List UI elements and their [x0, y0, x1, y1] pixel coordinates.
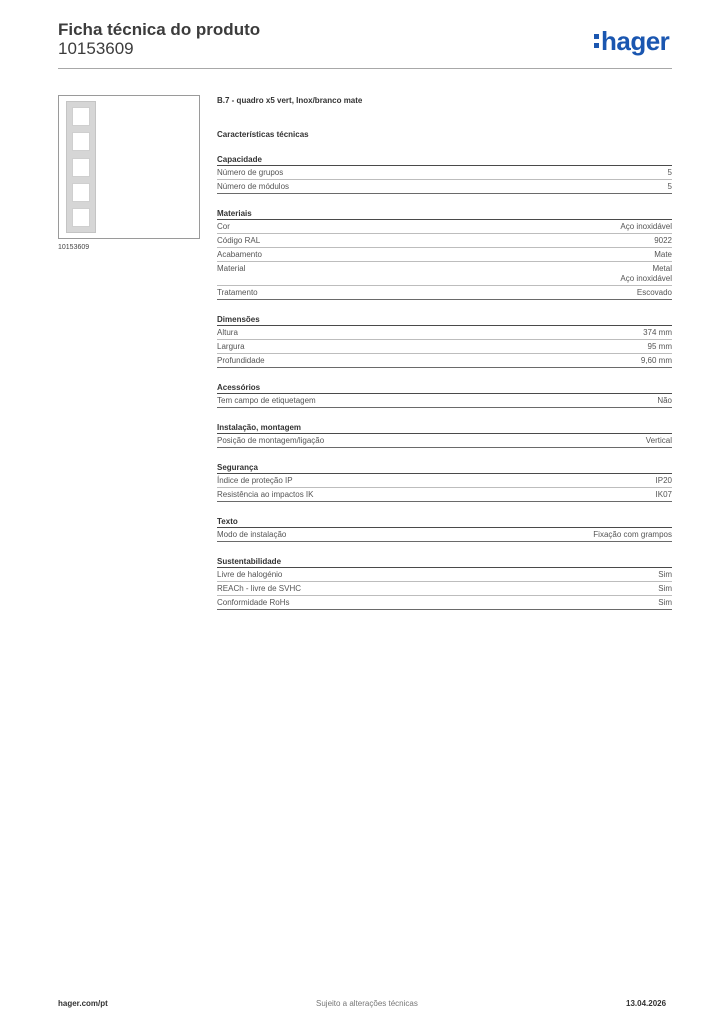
spec-section — [217, 463, 672, 502]
spec-value-line: Fixação com grampos — [593, 530, 672, 539]
spec-value-line: Vertical — [645, 436, 672, 445]
section-title: Materiais — [217, 209, 672, 220]
spec-row — [217, 474, 672, 487]
spec-label: Conformidade RoHs — [217, 598, 290, 607]
spec-row — [217, 326, 672, 339]
spec-value — [656, 476, 672, 486]
spec-value — [593, 530, 672, 540]
spec-rows — [217, 394, 672, 408]
spec-row — [217, 394, 672, 407]
spec-row — [217, 528, 672, 541]
spec-sections — [217, 155, 672, 610]
spec-section — [217, 423, 672, 448]
spec-value — [657, 396, 672, 406]
spec-label: Profundidade — [217, 356, 265, 365]
spec-row — [217, 285, 672, 299]
spec-rows — [217, 166, 672, 194]
spec-section — [217, 557, 672, 610]
spec-label: Acabamento — [217, 250, 262, 259]
spec-label: Largura — [217, 342, 245, 351]
footer-notice: Sujeito a alterações técnicas — [316, 999, 418, 1008]
frame-opening — [72, 158, 90, 177]
spec-row — [217, 220, 672, 233]
spec-row — [217, 595, 672, 609]
spec-value — [648, 342, 672, 352]
spec-value — [620, 264, 672, 284]
spec-rows — [217, 474, 672, 502]
spec-rows — [217, 434, 672, 448]
spec-value — [658, 584, 672, 594]
spec-row — [217, 581, 672, 595]
spec-label: Índice de proteção IP — [217, 476, 293, 485]
spec-value-line: Escovado — [636, 288, 672, 297]
frame-opening — [72, 183, 90, 202]
spec-value-line: Sim — [658, 598, 672, 607]
spec-row — [217, 487, 672, 501]
logo-text: hager — [601, 26, 670, 56]
spec-value-line: 9022 — [654, 236, 672, 245]
spec-rows — [217, 568, 672, 610]
logo-dots-icon — [594, 31, 599, 49]
spec-value — [643, 328, 672, 338]
spec-value-line: Aço inoxidável — [620, 222, 672, 231]
spec-value — [658, 570, 672, 580]
spec-row — [217, 233, 672, 247]
spec-value-line: Mate — [654, 250, 672, 259]
header-divider — [58, 68, 672, 69]
frame-illustration — [66, 101, 96, 233]
footer-website[interactable]: hager.com/pt — [58, 999, 108, 1008]
frame-opening — [72, 132, 90, 151]
footer-date: 13.04.2026 — [626, 999, 667, 1008]
spec-value-line: 374 mm — [643, 328, 672, 337]
spec-value-line: IK07 — [655, 490, 672, 499]
spec-label: Tratamento — [217, 288, 258, 297]
spec-value-line: Não — [657, 396, 672, 405]
spec-value-line: 9,60 mm — [640, 356, 672, 365]
spec-rows — [217, 220, 672, 300]
spec-value — [646, 436, 672, 446]
spec-value-line: Sim — [658, 570, 672, 579]
spec-value-line: 5 — [667, 168, 672, 177]
spec-row — [217, 353, 672, 367]
spec-value — [654, 236, 672, 246]
spec-value — [620, 222, 672, 232]
product-image — [58, 95, 200, 239]
spec-section — [217, 155, 672, 194]
spec-value-line: 5 — [667, 182, 672, 191]
spec-row — [217, 247, 672, 261]
section-title: Acessórios — [217, 383, 672, 394]
spec-value-line: 95 mm — [647, 342, 672, 351]
spec-label: Tem campo de etiquetagem — [217, 396, 316, 405]
spec-label: Livre de halogénio — [217, 570, 283, 579]
spec-heading: Características técnicas — [217, 130, 309, 139]
product-code: 10153609 — [58, 39, 134, 58]
section-title: Capacidade — [217, 155, 672, 166]
section-title: Instalação, montagem — [217, 423, 672, 434]
spec-label: Altura — [217, 328, 238, 337]
spec-value-line: Aço inoxidável — [620, 274, 672, 283]
spec-content — [217, 96, 672, 610]
spec-row — [217, 179, 672, 193]
spec-value — [668, 168, 672, 178]
spec-section — [217, 517, 672, 542]
spec-row — [217, 434, 672, 447]
product-name: B.7 - quadro x5 vert, Inox/branco mate — [217, 96, 363, 105]
spec-section — [217, 315, 672, 368]
spec-value — [656, 490, 672, 500]
section-title: Segurança — [217, 463, 672, 474]
spec-rows — [217, 326, 672, 368]
spec-row — [217, 339, 672, 353]
hager-logo — [594, 28, 669, 54]
spec-label: Material — [217, 264, 246, 273]
spec-row — [217, 568, 672, 581]
spec-value-line: Sim — [658, 584, 672, 593]
spec-label: Modo de instalação — [217, 530, 287, 539]
spec-row — [217, 166, 672, 179]
section-title: Sustentabilidade — [217, 557, 672, 568]
spec-row — [217, 261, 672, 285]
section-title: Texto — [217, 517, 672, 528]
spec-label: Posição de montagem/ligação — [217, 436, 325, 445]
spec-value — [668, 182, 672, 192]
spec-label: Cor — [217, 222, 230, 231]
spec-value-line: IP20 — [655, 476, 672, 485]
spec-label: Código RAL — [217, 236, 261, 245]
spec-section — [217, 209, 672, 300]
image-caption: 10153609 — [58, 244, 90, 251]
spec-value — [641, 356, 672, 366]
spec-value-line: Metal — [652, 264, 672, 273]
spec-value — [658, 598, 672, 608]
section-title: Dimensões — [217, 315, 672, 326]
spec-value — [637, 288, 672, 298]
frame-opening — [72, 107, 90, 126]
frame-opening — [72, 208, 90, 227]
spec-label: Número de grupos — [217, 168, 284, 177]
spec-label: REACh - livre de SVHC — [217, 584, 302, 593]
spec-label: Resistência ao impactos IK — [217, 490, 314, 499]
spec-value — [654, 250, 672, 260]
spec-label: Número de módulos — [217, 182, 290, 191]
page-title: Ficha técnica do produto — [58, 20, 261, 39]
spec-rows — [217, 528, 672, 542]
spec-section — [217, 383, 672, 408]
